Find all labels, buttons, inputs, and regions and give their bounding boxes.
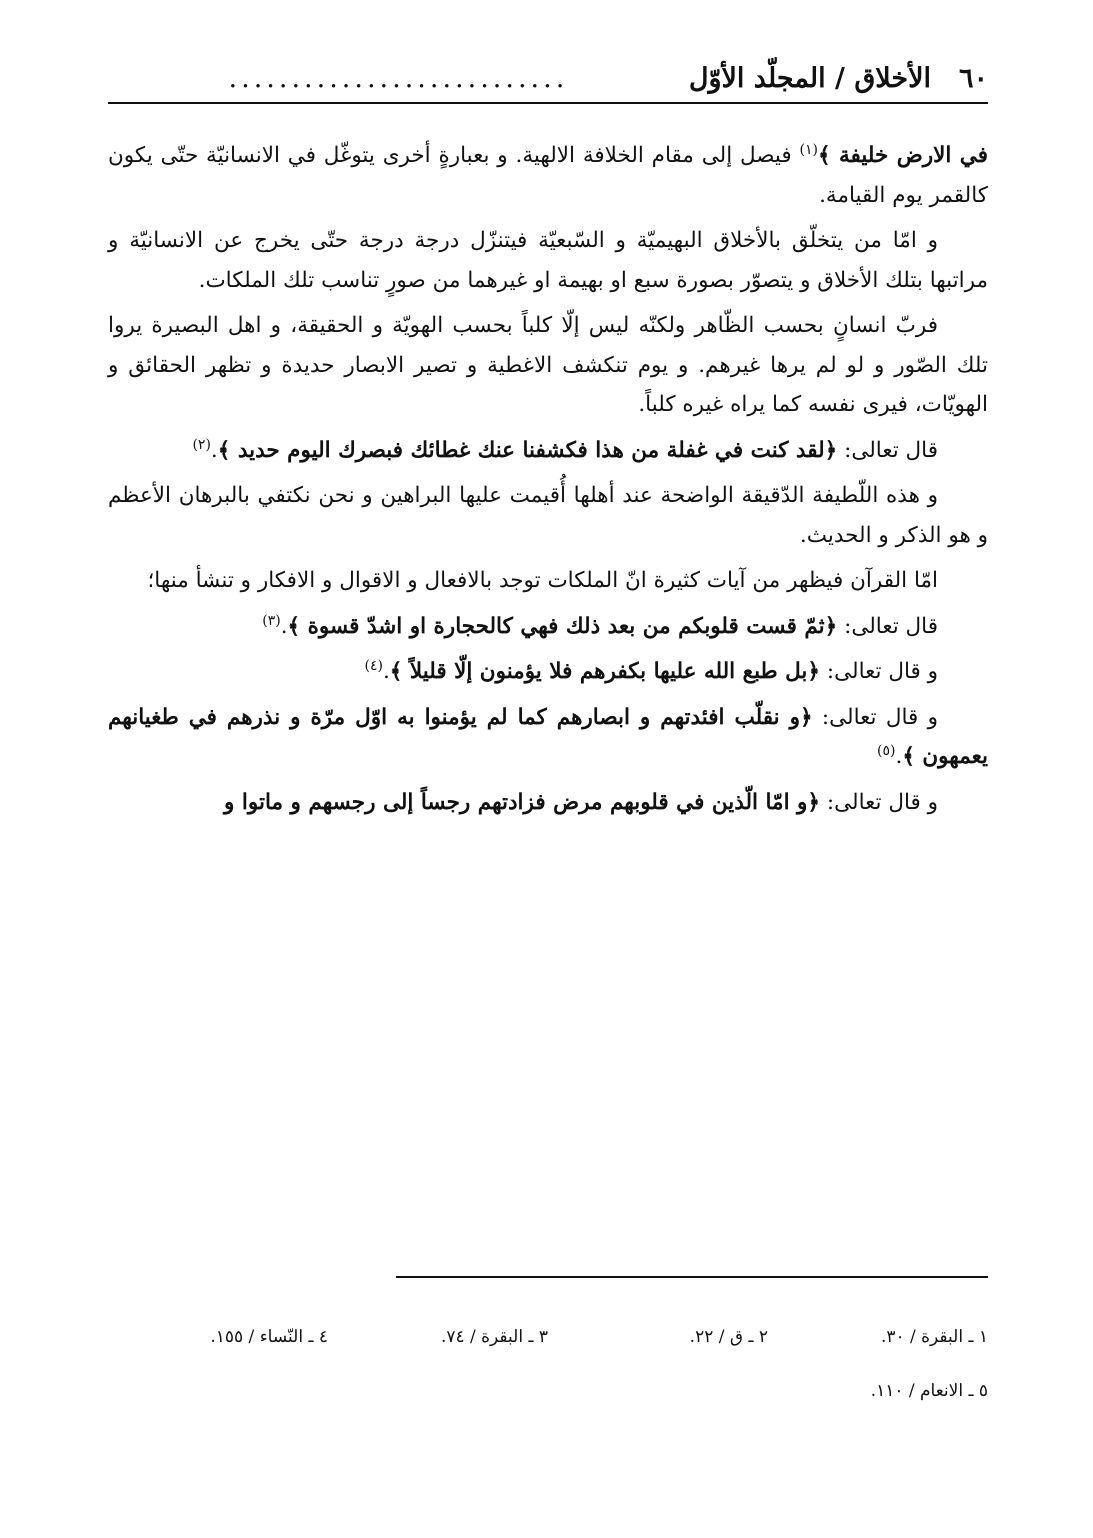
footnote-1: ١ ـ البقرة / ٣٠. (880, 1327, 988, 1347)
footnote-row (108, 1310, 988, 1364)
paragraph-9 (108, 698, 988, 777)
header-leader-dots: ........................... (228, 62, 569, 94)
quran-quote: ﴿لقد كنت في غفلة من هذا فكشفنا عنك غطائك فبصرك اليوم حديد ﴾ (217, 437, 838, 463)
paragraph-7 (108, 607, 988, 647)
paragraph-text: فيصل إلى مقام الخلافة الالهية. و بعبارةٍ أخرى يتوغّل في الانسانيّة حتّى يكون كالقمر يوم القيامة. (108, 143, 988, 208)
verse-intro: و قال تعالى: (812, 704, 938, 730)
punctuation: . (382, 659, 390, 684)
header-rule (108, 102, 988, 104)
header-title: الأخلاق / المجلّد الأوّل (688, 62, 931, 94)
quran-quote: في الارض خليفة ﴾ (817, 143, 988, 168)
footnote-ref: (٤) (364, 657, 383, 674)
footnote-ref: (٣) (262, 612, 281, 629)
paragraph-3: فربّ انسانٍ بحسب الظّاهر ولكنّه ليس إلّا كلباً بحسب الهويّة و الحقيقة، و اهل البصيرة يروا تلك الصّور و لو لم يرها غيرهم. و يوم تنكشف الاغطية و تصير الابصار حديدة و تظهر الحقائق و الهويّات، فيرى نفسه كما يراه غيره كلباً. (108, 313, 988, 417)
paragraph-2: و امّا من يتخلّق بالأخلاق البهيميّة و السّبعيّة فيتنزّل درجة درجة حتّى يخرج عن الانسانيّة و مراتبها بتلك الأخلاق و يتصوّر بصورة سبع او بهيمة او غيرهما من صورٍ تناسب تلك الملكات. (108, 228, 988, 293)
paragraph-4 (108, 431, 988, 471)
footnote-2: ٢ ـ ق / ٢٢. (689, 1327, 768, 1347)
footnote-3: ٣ ـ البقرة / ٧٤. (440, 1327, 548, 1347)
punctuation: . (280, 613, 288, 639)
footnote-ref: (٢) (192, 436, 211, 453)
footnote-ref: (١) (799, 141, 818, 158)
punctuation: . (895, 744, 903, 769)
verse-intro: و قال تعالى: (820, 789, 938, 815)
footnote-ref: (٥) (877, 742, 896, 759)
footnote-5: ٥ ـ الانعام / ١١٠. (870, 1381, 988, 1401)
paragraph-5: و هذه اللّطيفة الدّقيقة الواضحة عند أهلها أُقيمت عليها البراهين و نحن نكتفي بالبرهان الأعظم و هو الذكر و الحديث. (108, 483, 988, 548)
quran-quote: ﴿و نقلّب افئدتهم و ابصارهم كما لم يؤمنوا به اوّل مرّة و نذرهم في طغيانهم يعمهون ﴾ (108, 704, 988, 769)
verse-intro: و قال تعالى: (820, 659, 938, 684)
paragraph-10 (108, 783, 988, 823)
running-header (108, 54, 988, 102)
verse-intro: قال تعالى: (837, 437, 938, 463)
quran-quote: ﴿بل طبع الله عليها بكفرهم فلا يؤمنون إلّا قليلاً ﴾ (389, 659, 821, 684)
book-page (108, 48, 988, 1488)
footnote-4: ٤ ـ النّساء / ١٥٥. (210, 1327, 328, 1347)
footnote-rule (396, 1276, 988, 1278)
punctuation: . (210, 437, 218, 463)
footnotes (108, 1310, 988, 1418)
paragraph-6: امّا القرآن فيظهر من آيات كثيرة انّ الملكات توجد بالافعال و الاقوال و الافكار و تنشأ منها؛ (147, 568, 938, 593)
page-number: ٦٠ (958, 62, 988, 94)
verse-intro: قال تعالى: (837, 613, 938, 639)
paragraph-8 (108, 652, 988, 692)
quran-quote: ﴿ثمّ قست قلوبكم من بعد ذلك فهي كالحجارة او اشدّ قسوة ﴾ (287, 613, 838, 639)
footnote-row (108, 1364, 988, 1418)
body-text (108, 136, 988, 828)
paragraph-1 (108, 136, 988, 215)
quran-quote: ﴿و امّا الّذين في قلوبهم مرض فزادتهم رجساً إلى رجسهم و ماتوا و (224, 789, 821, 815)
